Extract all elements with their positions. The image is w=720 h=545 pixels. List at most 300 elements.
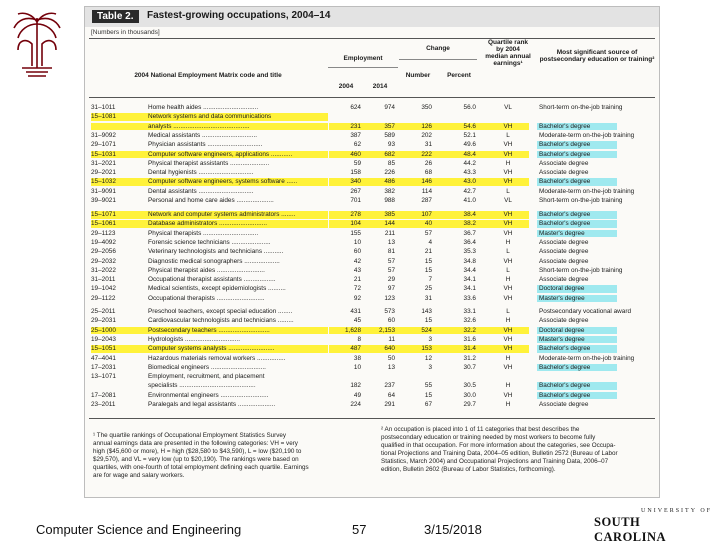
cell-code: 31–2021 (91, 159, 116, 167)
cell-edu: Moderate-term on-the-job training (539, 131, 635, 139)
header-code-title: 2004 National Employment Matrix code and title (134, 72, 282, 79)
cell-y04: 8 (357, 335, 361, 343)
cell-edu: Short-term on-the-job training (539, 104, 623, 111)
cell-pct: 30.5 (463, 382, 476, 390)
table-row (85, 140, 659, 149)
cell-code: 19–2043 (91, 335, 116, 343)
table-row (85, 275, 659, 284)
cell-y14: 640 (384, 345, 395, 353)
cell-edu: Associate degree (539, 276, 589, 284)
cell-y14: 11 (388, 335, 395, 343)
cell-y04: 60 (353, 248, 361, 256)
cell-y14: 81 (387, 248, 395, 256)
cell-code: 13–1071 (91, 373, 116, 381)
cell-y04: 460 (350, 150, 361, 158)
table-row (85, 247, 659, 256)
footer-page-number: 57 (352, 522, 367, 537)
cell-pct: 34.1 (463, 285, 476, 293)
table-row (85, 112, 659, 121)
cell-y14: 97 (387, 285, 395, 293)
cell-num: 7 (428, 276, 432, 284)
table-image (84, 6, 660, 498)
cell-rank: VH (503, 169, 513, 177)
cell-rank: L (506, 131, 510, 139)
cell-code: 23–2011 (91, 401, 116, 408)
cell-rank: VH (503, 294, 513, 302)
cell-pct: 56.0 (463, 104, 476, 111)
cell-y04: 155 (350, 229, 361, 237)
footnote-line: edition, Bulletin 2602 (Bureau of Labor Statistics, forthcoming). (381, 466, 556, 473)
cell-code: 31–9091 (91, 187, 116, 195)
cell-y14: 50 (387, 354, 395, 362)
cell-y14: 144 (384, 220, 395, 228)
cell-title: Paralegals and legal assistants ..................... (148, 401, 276, 408)
cell-pct: 38.2 (463, 220, 476, 228)
cell-y14: 93 (387, 141, 395, 149)
cell-rank: L (506, 266, 510, 274)
cell-rank: VH (503, 363, 513, 371)
cell-y04: 158 (350, 169, 361, 177)
table-row (85, 257, 659, 266)
cell-rank: H (505, 238, 511, 246)
table-row (85, 238, 659, 247)
cell-title: Computer software engineers, systems software ...... (148, 178, 298, 186)
cell-edu: Associate degree (539, 169, 589, 177)
header-employment: Employment (343, 55, 383, 62)
cell-y14: 85 (387, 159, 395, 167)
cell-y04: 10 (353, 238, 361, 246)
cell-edu: Associate degree (539, 248, 589, 256)
cell-num: 524 (421, 326, 432, 334)
cell-rank: VH (503, 141, 513, 149)
cell-y14: 226 (384, 169, 395, 177)
header-bottom-rule (89, 97, 655, 98)
cell-num: 114 (421, 187, 432, 195)
cell-y04: 43 (353, 266, 361, 274)
cell-code: 25–1000 (91, 326, 116, 334)
cell-pct: 32.2 (463, 326, 476, 334)
cell-edu: Doctoral degree (539, 326, 585, 334)
footnote-line: annual earnings data are presented in the following categories: VH = very (93, 440, 298, 447)
cell-num: 202 (421, 131, 432, 139)
cell-code: 15–1071 (91, 211, 116, 218)
cell-pct: 42.7 (463, 187, 476, 195)
cell-pct: 48.4 (463, 150, 476, 158)
footnote-line: are for wage and salary workers. (93, 472, 185, 479)
cell-y04: 72 (353, 285, 361, 293)
cell-title: Hazardous materials removal workers ................ (148, 354, 286, 362)
cell-y04: 49 (353, 391, 361, 399)
cell-title: Dental hygienists ............................... (148, 169, 254, 177)
cell-pct: 49.6 (463, 141, 476, 149)
cell-title: Employment, recruitment, and placement (148, 373, 265, 381)
footer-date: 3/15/2018 (424, 522, 482, 537)
wordmark-line2: SOUTH CAROLINA (594, 515, 667, 544)
cell-pct: 32.6 (463, 317, 476, 325)
cell-num: 126 (421, 122, 432, 130)
cell-title: Physical therapist aides ........................... (148, 266, 265, 274)
cell-edu: Associate degree (539, 257, 589, 265)
footnote-line: ¹ The quartile rankings of Occupational Employment Statistics Survey (93, 432, 287, 439)
table-subtitle: [Numbers in thousands] (91, 29, 160, 36)
cell-title: Network and computer systems administrators ........ (148, 211, 296, 218)
cell-y04: 21 (353, 276, 361, 284)
table-row (85, 294, 659, 303)
cell-rank: VH (503, 326, 513, 334)
cell-code: 31–9092 (91, 131, 116, 139)
cell-edu: Bachelor's degree (539, 382, 591, 390)
table-row (85, 284, 659, 293)
cell-title: Database administrators ........................... (148, 220, 267, 228)
cell-code: 29–2032 (91, 257, 116, 265)
table-row (85, 159, 659, 168)
cell-num: 21 (424, 248, 432, 256)
table-row (85, 150, 659, 159)
table-row (85, 400, 659, 409)
cell-num: 15 (424, 257, 432, 265)
cell-pct: 33.1 (463, 308, 476, 315)
cell-y14: 357 (384, 122, 395, 130)
cell-edu: Short-term on-the-job training (539, 266, 623, 274)
cell-edu: Associate degree (539, 401, 589, 408)
cell-y14: 60 (387, 317, 395, 325)
cell-y14: 291 (384, 401, 395, 408)
cell-num: 350 (421, 104, 432, 111)
cell-pct: 34.4 (463, 266, 476, 274)
cell-rank: H (505, 354, 511, 362)
footnote-line: qualified in that occupation. For more information about the categories, see Occupa- (381, 442, 616, 449)
cell-code: 17–2081 (91, 391, 116, 399)
cell-rank: H (505, 317, 511, 325)
cell-title: Veterinary technologists and technicians ........... (148, 248, 284, 256)
cell-pct: 44.2 (463, 159, 476, 167)
cell-y04: 42 (353, 257, 361, 265)
cell-y14: 211 (384, 229, 395, 237)
table-row (85, 326, 659, 335)
footnote-line: postsecondary education or training needed by most workers to become fully (381, 434, 596, 441)
cell-edu: Bachelor's degree (539, 363, 591, 371)
cell-title: Postsecondary teachers ............................. (148, 326, 270, 334)
cell-rank: H (505, 382, 511, 390)
table-row (85, 316, 659, 325)
cell-code: 31–1011 (91, 104, 116, 111)
cell-code: 47–4041 (91, 354, 116, 362)
cell-rank: VL (504, 104, 512, 111)
cell-num: 25 (424, 285, 432, 293)
cell-code: 29–2031 (91, 317, 116, 325)
cell-pct: 54.6 (463, 122, 476, 130)
footnote-quartile (93, 432, 369, 480)
cell-edu: Associate degree (539, 238, 589, 246)
cell-y14: 57 (387, 266, 395, 274)
cell-y04: 182 (350, 382, 361, 390)
cell-edu: Moderate-term on-the-job training (539, 354, 635, 362)
cell-y14: 57 (387, 257, 395, 265)
cell-code: 29–1123 (91, 229, 116, 237)
cell-edu: Bachelor's degree (539, 178, 591, 186)
cell-pct: 52.1 (463, 131, 476, 139)
cell-pct: 31.6 (463, 335, 476, 343)
cell-title: Computer systems analysts .......................... (148, 345, 275, 353)
table-row (85, 103, 659, 112)
cell-code: 29–2056 (91, 248, 116, 256)
table-row (85, 168, 659, 177)
table-label: Table 2. (92, 10, 139, 23)
cell-y04: 278 (350, 211, 361, 218)
table-row (85, 187, 659, 196)
cell-y14: 13 (387, 363, 395, 371)
cell-rank: VH (503, 345, 513, 353)
cell-edu: Master's degree (539, 294, 585, 302)
cell-code: 39–9021 (91, 197, 116, 204)
cell-pct: 38.4 (463, 211, 476, 218)
cell-title: Medical scientists, except epidemiologists .......... (148, 285, 286, 293)
cell-y14: 29 (387, 276, 395, 284)
cell-pct: 34.1 (463, 276, 476, 284)
cell-rank: VH (503, 391, 513, 399)
footnote-line: Statistics, March 2004) and Occupational Projections and Training Data, 2006–07 (381, 458, 609, 465)
cell-edu: Bachelor's degree (539, 220, 591, 228)
cell-num: 15 (424, 266, 432, 274)
cell-y04: 224 (350, 401, 361, 408)
cell-code: 19–4092 (91, 238, 116, 246)
cell-rank: VH (503, 285, 513, 293)
cell-code: 17–2031 (91, 363, 116, 371)
cell-pct: 31.4 (463, 345, 476, 353)
cell-rank: VH (503, 150, 513, 158)
cell-code: 29–2021 (91, 169, 116, 177)
cell-title: Preschool teachers, except special education ........ (148, 308, 293, 315)
cell-rank: VH (503, 211, 513, 218)
cell-y04: 267 (350, 187, 361, 195)
table-row (85, 229, 659, 238)
cell-edu: Bachelor's degree (539, 141, 591, 149)
change-rule (399, 59, 477, 60)
cell-code: 29–1122 (91, 294, 116, 302)
cell-num: 12 (424, 354, 432, 362)
cell-pct: 31.2 (463, 354, 476, 362)
cell-num: 31 (424, 294, 432, 302)
cell-edu: Postsecondary vocational award (539, 308, 632, 315)
cell-y04: 59 (353, 159, 361, 167)
cell-rank: VH (503, 229, 513, 237)
cell-pct: 36.4 (463, 238, 476, 246)
table-row (85, 266, 659, 275)
table-row (85, 131, 659, 140)
cell-num: 3 (428, 363, 432, 371)
cell-num: 55 (424, 382, 432, 390)
cell-title: Personal and home care aides ..................... (148, 197, 274, 204)
footnote-line: tional Projections and Training Data, 2004–05 edition, Bulletin 2572 (Bureau of Labor (381, 450, 618, 457)
cell-code: 15–1032 (91, 178, 116, 186)
cell-y04: 45 (353, 317, 361, 325)
cell-y04: 487 (350, 345, 361, 353)
header-change: Change (426, 45, 450, 52)
cell-y14: 573 (384, 308, 395, 315)
cell-edu: Master's degree (539, 335, 585, 343)
table-row (85, 363, 659, 372)
cell-edu: Bachelor's degree (539, 391, 591, 399)
cell-code: 15–1031 (91, 150, 116, 158)
cell-rank: VH (503, 178, 513, 186)
cell-edu: Short-term on-the-job training (539, 197, 623, 204)
table-row (85, 122, 659, 131)
cell-rank: L (506, 308, 510, 315)
footnote-line: high ($45,600 or more), H = high ($28,580 to $43,590), L = low ($20,190 to (93, 448, 302, 455)
cell-num: 3 (428, 335, 432, 343)
cell-edu: Master's degree (539, 229, 585, 237)
palmetto-seal-logo (8, 10, 66, 80)
cell-y04: 340 (350, 178, 361, 186)
table-row (85, 381, 659, 390)
employment-rule (328, 67, 398, 68)
cell-rank: L (506, 187, 510, 195)
cell-title: analysts ........................................... (148, 122, 250, 130)
cell-title: Occupational therapists ........................... (148, 294, 265, 302)
header-top-rule (89, 38, 655, 39)
cell-title: Medical assistants ............................... (148, 131, 258, 139)
cell-num: 57 (424, 229, 432, 237)
cell-num: 143 (421, 308, 432, 315)
cell-num: 68 (424, 169, 432, 177)
cell-num: 222 (421, 150, 432, 158)
header-percent: Percent (447, 72, 471, 79)
table-row (85, 391, 659, 400)
cell-num: 40 (424, 220, 432, 228)
header-number: Number (405, 72, 431, 79)
cell-y14: 589 (384, 131, 395, 139)
cell-title: Physical therapist assistants ...................... (148, 159, 270, 167)
cell-title: Network systems and data communications (148, 113, 272, 121)
cell-rank: VH (503, 122, 513, 130)
cell-num: 287 (421, 197, 432, 204)
header-2014: 2014 (372, 83, 388, 90)
header-quartile: Quartile rank by 2004 median annual earnings¹ (485, 39, 531, 67)
cell-pct: 33.6 (463, 294, 476, 302)
table-row (85, 372, 659, 381)
cell-num: 107 (421, 211, 432, 218)
cell-title: Environmental engineers ........................... (148, 391, 269, 399)
cell-y14: 682 (384, 150, 395, 158)
cell-edu: Bachelor's degree (539, 345, 591, 353)
cell-title: Diagnostic medical sonographers .................... (148, 257, 280, 265)
cell-code: 19–1042 (91, 285, 116, 293)
cell-edu: Bachelor's degree (539, 150, 591, 158)
footnote-line: quartiles, with one-fourth of total employment defining each quartile. Earnings (93, 464, 309, 471)
cell-code: 31–2011 (91, 276, 116, 284)
cell-code: 15–1061 (91, 220, 116, 228)
cell-y14: 486 (384, 178, 395, 186)
cell-pct: 34.8 (463, 257, 476, 265)
wordmark-line1: UNIVERSITY OF (641, 508, 712, 514)
cell-y14: 382 (384, 187, 395, 195)
cell-title: Physical therapists ............................... (148, 229, 259, 237)
university-wordmark (594, 508, 712, 544)
cell-title: Dental assistants ............................... (148, 187, 254, 195)
cell-edu: Doctoral degree (539, 285, 585, 293)
header-education: Most significant source of postsecondary education or training² (539, 49, 655, 63)
cell-title: Physician assistants ............................... (148, 141, 263, 149)
cell-y14: 2,153 (379, 326, 395, 334)
cell-num: 31 (424, 141, 432, 149)
cell-rank: VL (504, 197, 512, 204)
table-row (85, 196, 659, 205)
cell-y14: 123 (384, 294, 395, 302)
cell-code: 29–1071 (91, 141, 116, 149)
footnote-line: ² An occupation is placed into 1 of 11 categories that best describes the (381, 426, 580, 433)
cell-y04: 624 (350, 104, 361, 111)
cell-rank: H (505, 276, 511, 284)
cell-title: Cardiovascular technologists and technicians ......... (148, 317, 294, 325)
cell-pct: 41.0 (463, 197, 476, 204)
cell-pct: 43.0 (463, 178, 476, 186)
table-row (85, 210, 659, 219)
cell-y14: 385 (384, 211, 395, 218)
table-row (85, 344, 659, 353)
cell-y04: 104 (350, 220, 361, 228)
cell-code: 31–2022 (91, 266, 116, 274)
cell-pct: 36.7 (463, 229, 476, 237)
cell-num: 26 (424, 159, 432, 167)
cell-y14: 974 (384, 104, 395, 111)
table-row (85, 219, 659, 228)
cell-y04: 387 (350, 131, 361, 139)
cell-edu: Associate degree (539, 317, 589, 325)
cell-pct: 30.0 (463, 391, 476, 399)
cell-y04: 10 (353, 363, 361, 371)
cell-title: Computer software engineers, applications ............ (148, 150, 293, 158)
cell-y04: 38 (353, 354, 361, 362)
cell-y14: 13 (387, 238, 395, 246)
cell-num: 153 (421, 345, 432, 353)
cell-y14: 64 (387, 391, 395, 399)
table-row (85, 335, 659, 344)
cell-num: 146 (421, 178, 432, 186)
cell-title: Occupational therapist assistants .................. (148, 276, 276, 284)
cell-y04: 231 (350, 122, 361, 130)
cell-y04: 92 (353, 294, 361, 302)
cell-edu: Associate degree (539, 159, 589, 167)
footer-department: Computer Science and Engineering (36, 522, 242, 537)
cell-y14: 988 (384, 197, 395, 204)
table-row (85, 177, 659, 186)
cell-edu: Moderate-term on-the-job training (539, 187, 635, 195)
footnote-line: $29,570), and VL = very low (up to $20,190). The rankings were based on (93, 456, 299, 463)
cell-code: 15–1081 (91, 113, 116, 121)
cell-rank: VH (503, 257, 513, 265)
footnote-education (381, 426, 657, 474)
cell-edu: Bachelor's degree (539, 122, 591, 130)
cell-y04: 431 (350, 308, 361, 315)
cell-code: 25–2011 (91, 308, 116, 315)
cell-title: Forensic science technicians ...................... (148, 238, 271, 246)
cell-y04: 1,628 (345, 326, 361, 334)
cell-pct: 43.3 (463, 169, 476, 177)
cell-code: 15–1051 (91, 345, 116, 353)
header-2004: 2004 (338, 83, 354, 90)
table-row (85, 307, 659, 316)
cell-title: Hydrologists ............................... (148, 335, 240, 343)
cell-title: Biomedical engineers ............................... (148, 363, 266, 371)
cell-num: 15 (424, 317, 432, 325)
table-row (85, 354, 659, 363)
cell-y14: 237 (384, 382, 395, 390)
cell-title: specialists ........................................... (148, 382, 256, 390)
table-title: Fastest-growing occupations, 2004–14 (147, 10, 331, 21)
cell-num: 67 (424, 401, 432, 408)
cell-title: Home health aides ............................... (148, 104, 259, 111)
cell-rank: L (506, 248, 510, 256)
